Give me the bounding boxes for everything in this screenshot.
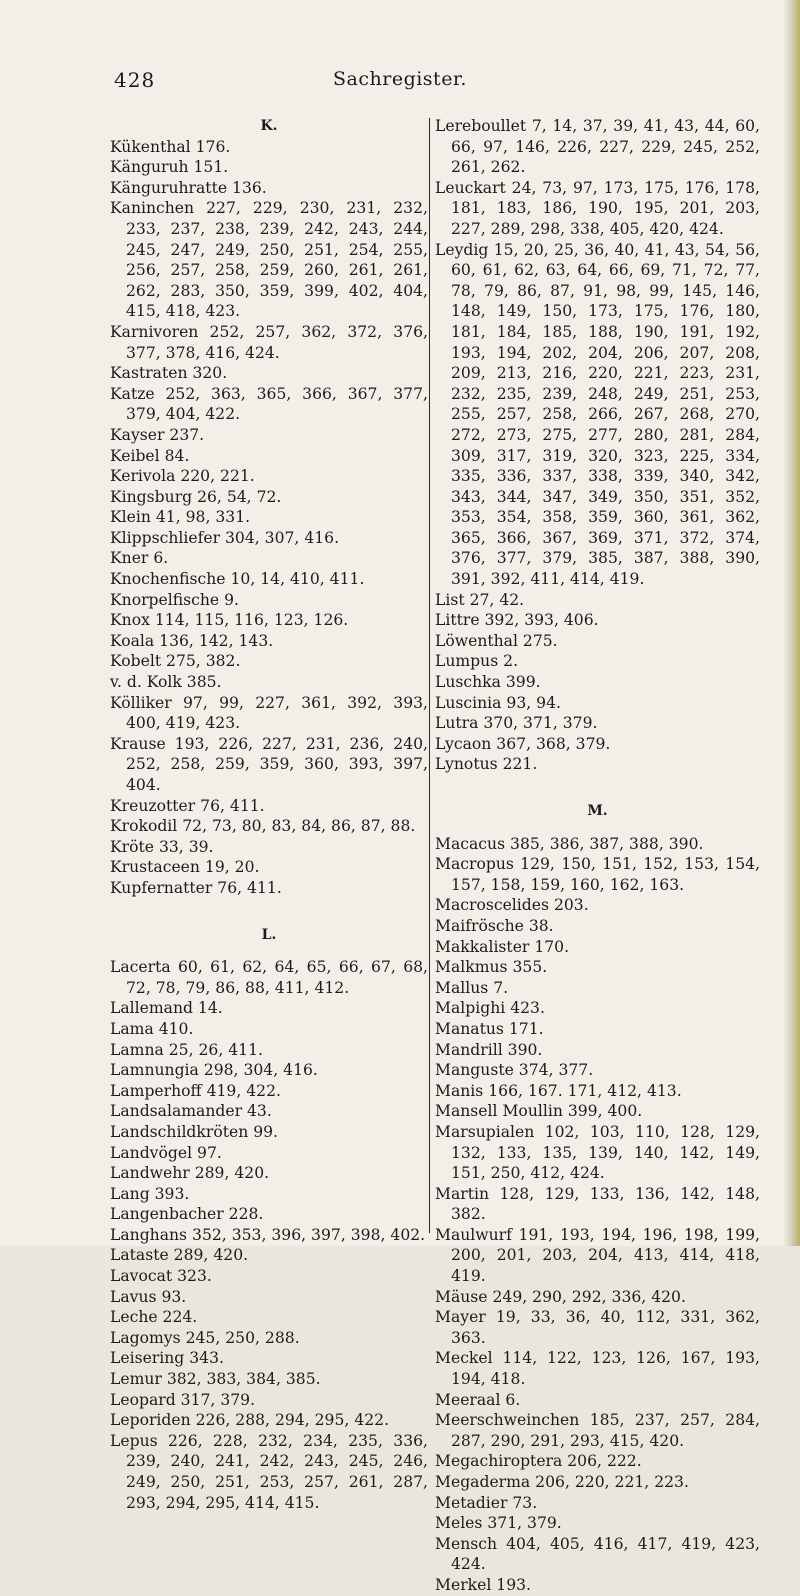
index-entry: Littre 392, 393, 406. [435, 611, 599, 630]
index-entry: Martin 128, 129, 133, 136, 142, 148, 382. [435, 1184, 760, 1224]
index-entry: Mallus 7. [435, 978, 509, 997]
index-entry: v. d. Kolk 385. [110, 673, 222, 692]
index-entry: Mäuse 249, 290, 292, 336, 420. [435, 1287, 686, 1306]
section-gap [110, 945, 428, 957]
column-divider [429, 118, 430, 1233]
index-entry: Lycaon 367, 368, 379. [435, 734, 611, 753]
scan-edge [784, 0, 800, 1246]
index-entry: Lacerta 60, 61, 62, 64, 65, 66, 67, 68, 72, 78, 79, 86, 88, 411, 412. [110, 958, 428, 997]
index-entry: Lutra 370, 371, 379. [435, 714, 598, 733]
section-gap [435, 775, 760, 801]
index-entry: Maifrösche 38. [435, 916, 554, 935]
index-entry: Luschka 399. [435, 673, 541, 692]
index-entry: Löwenthal 275. [435, 631, 558, 650]
index-entry: Landwehr 289, 420. [110, 1164, 270, 1183]
index-entry: Leporiden 226, 288, 294, 295, 422. [110, 1411, 390, 1430]
index-entry: Lepus 226, 228, 232, 234, 235, 336, 239, 240, 241, 242, 243, 245, 246, 249, 250, 251, 253, 257, 261, 287, 293, 294, 295, 414, 415. [110, 1431, 428, 1512]
index-entry: Lamnungia 298, 304, 416. [110, 1061, 318, 1080]
index-entry: Klippschliefer 304, 307, 416. [110, 528, 340, 547]
index-entry: Lallemand 14. [110, 999, 223, 1018]
index-entry: Kerivola 220, 221. [110, 467, 255, 486]
index-entry: Manguste 374, 377. [435, 1061, 594, 1080]
index-entry: Lynotus 221. [435, 755, 538, 774]
index-entry: Mansell Moullin 399, 400. [435, 1102, 643, 1121]
index-entry: Megaderma 206, 220, 221, 223. [435, 1473, 689, 1491]
index-entry: Meerschweinchen 185, 237, 257, 284, 287, 290, 291, 293, 415, 420. [435, 1411, 760, 1450]
index-entry: Koala 136, 142, 143. [110, 631, 274, 650]
index-entry: List 27, 42. [435, 590, 525, 609]
index-entry: Megachiroptera 206, 222. [435, 1452, 642, 1471]
running-title: Sachregister. [333, 68, 467, 90]
index-entry: Knochenfische 10, 14, 410, 411. [110, 570, 365, 589]
index-entry: Leydig 15, 20, 25, 36, 40, 41, 43, 54, 56, 60, 61, 62, 63, 64, 66, 69, 71, 72, 77, 78, 79, 86, 87, 91, 98, 99, 145, 146, 148, 149, 150, 173, 175, 176, 180, 181, 184, 185, 188, 190, 191, 192, 193, 194, 202, 204, 206, 207, 208, 209, 213, 216, 220, 221, 223, 231, 232, 235, 239, 248, 249, 251, 253, 255, 257, 258, 266, 267, 268, 270, 272, 273, 275, 277, 280, 281, 284, 309, 317, 319, 320, 323, 225, 334, 335, 336, 337, 338, 339, 340, 342, 343, 344, 347, 349, 350, 351, 352, 353, 354, 358, 359, 360, 361, 362, 365, 366, 367, 369, 371, 372, 374, 376, 377, 379, 385, 387, 388, 390, 391, 392, 411, 414, 419. [435, 240, 760, 589]
right-column [435, 116, 760, 1596]
index-entry: Kaninchen 227, 229, 230, 231, 232, 233, 237, 238, 239, 242, 243, 244, 245, 247, 249, 250, 251, 254, 255, 256, 257, 258, 259, 260, 261, 261, 262, 283, 350, 359, 399, 402, 404, 415, 418, 423. [110, 199, 428, 321]
index-entry: Kayser 237. [110, 425, 205, 444]
index-entry: Luscinia 93, 94. [435, 693, 561, 712]
index-entry: Landsalamander 43. [110, 1102, 272, 1121]
index-entry: Landschildkröten 99. [110, 1122, 278, 1141]
index-entry: Lama 410. [110, 1019, 194, 1038]
page-number: 428 [114, 68, 156, 92]
index-entry: Leopard 317, 379. [110, 1390, 256, 1409]
index-entry: Marsupialen 102, 103, 110, 128, 129, 132, 133, 135, 139, 140, 142, 149, 151, 250, 412, 424. [435, 1122, 760, 1183]
index-entry: Lavocat 323. [110, 1267, 212, 1286]
index-entry: Knorpelfische 9. [110, 590, 239, 609]
index-entry: Macacus 385, 386, 387, 388, 390. [435, 834, 704, 853]
index-entry: Merkel 193. [435, 1575, 531, 1594]
index-entry: Kölliker 97, 99, 227, 361, 392, 393, 400, 419, 423. [110, 693, 428, 733]
index-entry: Langenbacher 228. [110, 1205, 264, 1224]
index-entry: Leche 224. [110, 1308, 198, 1327]
index-entry: Krustaceen 19, 20. [110, 858, 260, 877]
index-entry: Langhans 352, 353, 396, 397, 398, 402. [110, 1225, 426, 1244]
index-entry: Lagomys 245, 250, 288. [110, 1328, 300, 1347]
index-entry: Manatus 171. [435, 1019, 544, 1038]
index-entry: Macroscelides 203. [435, 896, 589, 915]
index-entry: Krause 193, 226, 227, 231, 236, 240, 252, 258, 259, 359, 360, 393, 397, 404. [110, 734, 428, 794]
index-entry: Landvögel 97. [110, 1143, 222, 1162]
index-entry: Kröte 33, 39. [110, 837, 214, 856]
index-entry: Meles 371, 379. [435, 1514, 562, 1533]
index-entry: Kner 6. [110, 549, 169, 568]
index-entry: Keibel 84. [110, 446, 190, 465]
index-entry: Kupfernatter 76, 411. [110, 878, 282, 897]
index-entry: Lemur 382, 383, 384, 385. [110, 1370, 321, 1389]
index-entry: Kükenthal 176. [110, 137, 231, 156]
index-entry: Leisering 343. [110, 1349, 224, 1368]
index-entry: Meckel 114, 122, 123, 126, 167, 193, 194, 418. [435, 1349, 760, 1389]
index-entry: Makkalister 170. [435, 937, 570, 956]
index-entry: Mensch 404, 405, 416, 417, 419, 423, 424. [435, 1534, 760, 1574]
section-gap [110, 899, 428, 925]
index-entry: Leuckart 24, 73, 97, 173, 175, 176, 178, 181, 183, 186, 190, 195, 201, 203, 227, 289, 298, 338, 405, 420, 424. [435, 178, 760, 238]
index-entry: Manis 166, 167. 171, 412, 413. [435, 1081, 682, 1100]
section-letter-m: M. [587, 803, 608, 819]
index-entry: Lataste 289, 420. [110, 1246, 249, 1265]
index-entry: Mandrill 390. [435, 1040, 543, 1059]
index-entry: Meeraal 6. [435, 1390, 521, 1409]
index-entry: Krokodil 72, 73, 80, 83, 84, 86, 87, 88. [110, 817, 416, 836]
index-entry: Kingsburg 26, 54, 72. [110, 487, 282, 506]
index-entry: Lereboullet 7, 14, 37, 39, 41, 43, 44, 60, 66, 97, 146, 226, 227, 229, 245, 252, 261, 262. [435, 117, 760, 177]
index-entry: Katze 252, 363, 365, 366, 367, 377, 379, 404, 422. [110, 384, 428, 424]
section-gap [435, 822, 760, 834]
index-entry: Kastraten 320. [110, 364, 228, 383]
index-entry: Kreuzotter 76, 411. [110, 796, 265, 815]
index-entry: Maulwurf 191, 193, 194, 196, 198, 199, 200, 201, 203, 204, 413, 414, 418, 419. [435, 1225, 760, 1286]
index-entry: Känguruhratte 136. [110, 178, 267, 197]
index-entry: Känguruh 151. [110, 158, 229, 177]
index-entry: Malkmus 355. [435, 958, 548, 977]
index-entry: Lang 393. [110, 1184, 190, 1203]
index-entry: Knox 114, 115, 116, 123, 126. [110, 611, 349, 630]
index-entry: Malpighi 423. [435, 999, 545, 1018]
index-entry: Klein 41, 98, 331. [110, 508, 251, 527]
page-header [0, 68, 800, 92]
index-entry: Lavus 93. [110, 1287, 187, 1306]
index-entry: Mayer 19, 33, 36, 40, 112, 331, 362, 363. [435, 1308, 760, 1347]
index-entry: Metadier 73. [435, 1493, 538, 1512]
section-letter-k: K. [260, 118, 278, 134]
index-entry: Lamna 25, 26, 411. [110, 1040, 263, 1059]
index-entry: Kobelt 275, 382. [110, 652, 241, 671]
index-entry: Karnivoren 252, 257, 362, 372, 376, 377, 378, 416, 424. [110, 322, 428, 362]
index-entry: Lumpus 2. [435, 652, 519, 671]
section-letter-l: L. [261, 926, 277, 943]
index-entry: Macropus 129, 150, 151, 152, 153, 154, 157, 158, 159, 160, 162, 163. [435, 855, 760, 894]
left-column [110, 116, 428, 1513]
index-entry: Lamperhoff 419, 422. [110, 1081, 281, 1100]
